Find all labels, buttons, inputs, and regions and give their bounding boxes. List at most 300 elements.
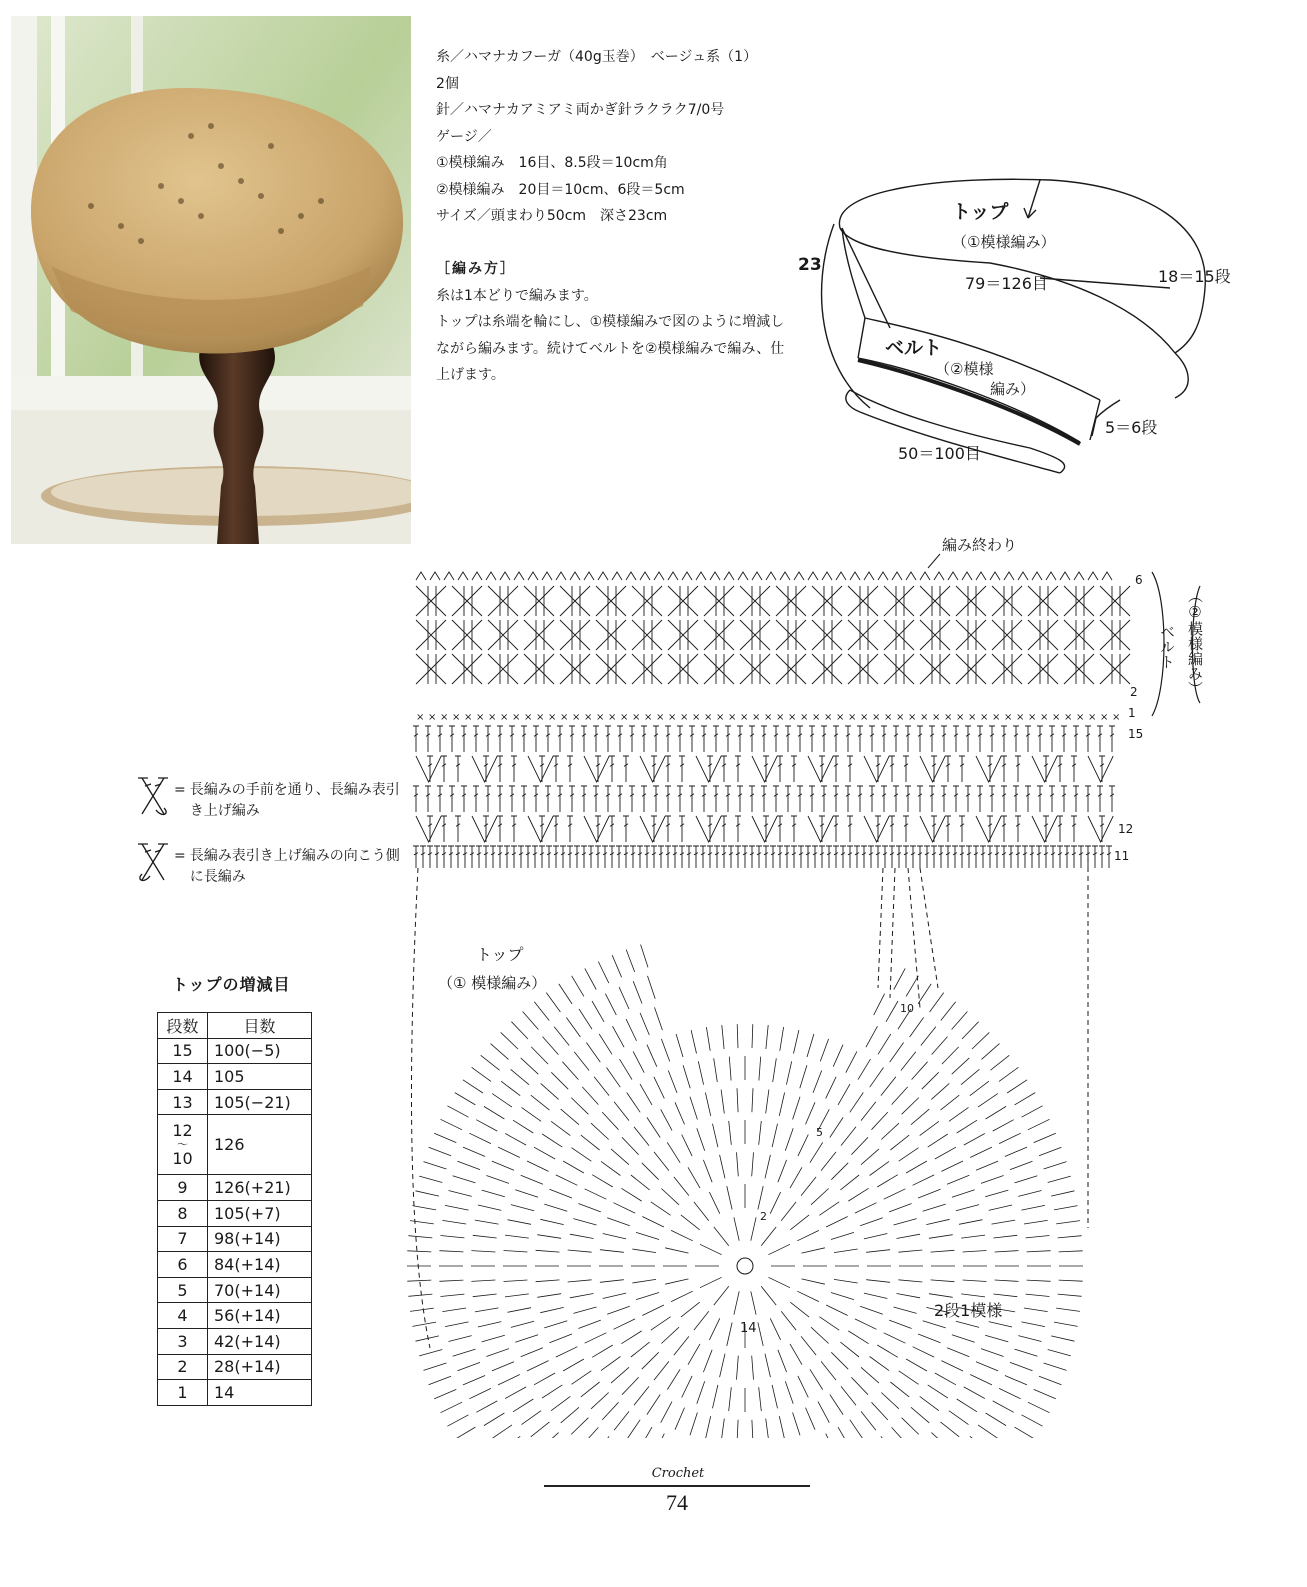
vee-stitch (976, 756, 1001, 782)
round-stitch (768, 1277, 790, 1287)
table-row (158, 1226, 312, 1252)
round-stitch (892, 1087, 908, 1105)
round-stitch (729, 1121, 732, 1145)
dc-stitch (588, 846, 594, 868)
round-stitch (505, 1294, 529, 1297)
dc-stitch (441, 756, 447, 782)
edge-stitch (794, 572, 804, 580)
round-stitch (920, 1121, 939, 1135)
round-stitch (793, 1097, 800, 1120)
dc-stitch (707, 816, 713, 842)
round-stitch (978, 1094, 998, 1108)
round-stitch (751, 1291, 756, 1314)
round-stitch (802, 1248, 825, 1253)
round-stitch (714, 1227, 729, 1246)
dc-stitch (653, 726, 659, 752)
round-stitch (881, 1123, 899, 1139)
edge-stitch (570, 572, 580, 580)
round-stitch (632, 1249, 656, 1253)
cross-stitch (848, 586, 878, 616)
round-stitch (636, 1293, 659, 1300)
round-stitch (861, 1102, 876, 1121)
round-stitch (1048, 1350, 1071, 1356)
edge-stitch (780, 572, 790, 580)
round-stitch (995, 1251, 1019, 1252)
dc-stitch (791, 756, 797, 782)
stitch-count: 42(+14) (208, 1328, 312, 1354)
dc-stitch (701, 726, 707, 752)
round-stitch (585, 1333, 607, 1343)
round-stitch (759, 1121, 762, 1145)
dc-stitch (497, 816, 503, 842)
round-stitch (959, 1220, 983, 1225)
dc-stitch (728, 846, 734, 868)
stitch-count: 98(+14) (208, 1226, 312, 1252)
round-stitch (641, 945, 648, 968)
dc-stitch (441, 816, 447, 842)
dc-stitch (977, 726, 983, 752)
round-stitch (881, 1077, 896, 1096)
round-stitch (790, 1344, 802, 1365)
round-stitch (720, 1354, 725, 1377)
round-stitch (620, 1059, 633, 1080)
round-stitch (491, 1044, 509, 1060)
round-stitch (424, 1363, 447, 1370)
dc-stitch (569, 726, 575, 752)
vee-stitch (752, 756, 777, 782)
round-stitch (911, 1109, 929, 1125)
round-stitch (572, 1371, 592, 1385)
round-stitch (447, 1106, 468, 1117)
round-stitch (572, 1148, 592, 1162)
vee-stitch (640, 756, 665, 782)
cross-stitch (596, 586, 626, 616)
dc-stitch (665, 816, 671, 842)
round-stitch (734, 1217, 739, 1240)
dc-stitch (1049, 786, 1055, 812)
dc-stitch (893, 786, 899, 812)
round-stitch (877, 1345, 898, 1357)
dc-stitch (701, 786, 707, 812)
round-stitch (831, 1163, 848, 1180)
round-stitch (492, 1362, 514, 1371)
dc-stitch (539, 756, 545, 782)
gauge-label: ゲージ／ (436, 128, 492, 145)
edge-stitch (444, 572, 454, 580)
dc-stitch (833, 756, 839, 782)
cross-stitch (812, 586, 842, 616)
round-stitch (884, 1189, 906, 1199)
edge-stitch (654, 572, 664, 580)
dc-stitch (609, 816, 615, 842)
dc-stitch (977, 786, 983, 812)
dc-stitch (1106, 846, 1112, 868)
round-stitch (928, 1385, 948, 1398)
round-stitch (449, 1191, 472, 1197)
round-stitch (566, 1018, 580, 1038)
dc-stitch (455, 816, 461, 842)
round-stitch (729, 1387, 732, 1411)
stitch-count: 126(+21) (208, 1175, 312, 1201)
round-stitch (841, 1127, 856, 1146)
dc-stitch (797, 726, 803, 752)
dc-stitch (959, 846, 965, 868)
round-stitch (631, 1342, 650, 1357)
edge-stitch (934, 572, 944, 580)
round-stitch (563, 1359, 584, 1371)
dc-stitch (473, 726, 479, 752)
dc-stitch (1099, 756, 1105, 782)
round-stitch (636, 1232, 659, 1239)
round-stitch (890, 1382, 909, 1397)
round-stitch (582, 1427, 598, 1438)
dc-stitch (425, 726, 431, 752)
round-stitch (766, 1419, 769, 1438)
round-stitch (429, 1376, 451, 1385)
edge-stitch (724, 572, 734, 580)
round-stitch (453, 1176, 476, 1183)
round-stitch (727, 1323, 732, 1346)
round-stitch (542, 1385, 562, 1398)
dc-stitch (893, 726, 899, 752)
dc-stitch (1073, 726, 1079, 752)
round-stitch (886, 1001, 898, 1022)
round-stitch (592, 1175, 613, 1187)
round-stitch (601, 1161, 620, 1175)
round-stitch (759, 1057, 761, 1081)
round-stitch (476, 1120, 497, 1131)
stitch-count: 84(+14) (208, 1252, 312, 1278)
dc-stitch (1037, 726, 1043, 752)
round-stitch (999, 1067, 1018, 1081)
dc-stitch (1013, 726, 1019, 752)
dc-stitch (929, 786, 935, 812)
dc-stitch (557, 786, 563, 812)
cross-stitch (704, 620, 734, 650)
cross-stitch (524, 620, 554, 650)
cross-stitch (1028, 620, 1058, 650)
round-stitch (581, 1382, 600, 1397)
cross-stitch (668, 620, 698, 650)
dc-stitch (777, 816, 783, 842)
round-stitch (923, 1204, 946, 1211)
round-stitch (855, 1319, 877, 1329)
round-stitch (860, 1218, 883, 1226)
round-stitch (999, 1133, 1021, 1143)
dc-stitch (511, 846, 517, 868)
round-stitch (551, 1396, 570, 1410)
dc-stitch (427, 846, 433, 868)
legend-item-2 (134, 840, 404, 888)
stitch-count: 100(−5) (208, 1038, 312, 1064)
round-stitch (772, 1385, 777, 1408)
round-stitch (970, 1436, 989, 1438)
round-stitch (899, 1148, 919, 1162)
dc-stitch (511, 816, 517, 842)
stitch-count: 105(+7) (208, 1200, 312, 1226)
dc-stitch (497, 846, 503, 868)
dc-stitch (847, 846, 853, 868)
round-stitch (665, 1279, 688, 1284)
round-stitch (752, 1024, 753, 1048)
legend-eq-1: = (174, 782, 186, 798)
round-stitch (931, 1433, 949, 1438)
dc-stitch (553, 846, 559, 868)
round-stitch (931, 1083, 949, 1099)
dc-stitch (665, 756, 671, 782)
range-bottom: 10 (172, 1148, 193, 1168)
legend-eq-2: = (174, 848, 186, 864)
round-stitch (918, 1189, 940, 1198)
dc-stitch (798, 846, 804, 868)
round-stitch (492, 1425, 512, 1438)
dc-stitch (945, 816, 951, 842)
round-stitch (449, 1336, 472, 1342)
sc-stitch: × (596, 712, 605, 723)
round-stitch (952, 1012, 968, 1030)
round-stitch (874, 994, 885, 1015)
round-stitch (1039, 1376, 1061, 1385)
dc-stitch (791, 846, 797, 868)
dc-stitch (903, 846, 909, 868)
dc-stitch (1043, 816, 1049, 842)
round-stitch (810, 1369, 823, 1389)
cross-stitch (956, 620, 986, 650)
round-stitch (407, 1251, 431, 1252)
round-stitch (551, 1121, 570, 1135)
round-stitch (591, 1393, 609, 1409)
sc-stitch: × (980, 712, 989, 723)
round-stitch (830, 1395, 843, 1415)
dc-stitch (749, 726, 755, 752)
round-stitch (508, 1308, 532, 1313)
edge-stitch (640, 572, 650, 580)
row-label-15: 15 (1128, 727, 1144, 741)
round-stitch (410, 1221, 434, 1224)
round-stitch (932, 1037, 948, 1055)
dc-stitch (965, 726, 971, 752)
round-stitch (889, 1320, 911, 1328)
dc-stitch (567, 816, 573, 842)
dc-stitch (623, 846, 629, 868)
dc-stitch (617, 726, 623, 752)
knitting-method (436, 256, 786, 389)
dc-stitch (1001, 816, 1007, 842)
chart-belt-label: ベルト (1158, 624, 1176, 669)
sc-stitch: × (512, 712, 521, 723)
round-stitch (858, 1059, 871, 1080)
round-stitch (412, 1206, 436, 1210)
dc-stitch (714, 846, 720, 868)
edge-stitch (598, 572, 608, 580)
round-stitch (759, 1387, 762, 1411)
dc-stitch (941, 726, 947, 752)
cross-stitch (776, 586, 806, 616)
dc-stitch (875, 846, 881, 868)
sc-stitch: × (536, 712, 545, 723)
sc-stitch: × (644, 712, 653, 723)
increase-table (157, 1012, 312, 1406)
sc-stitch: × (860, 712, 869, 723)
edge-stitch (556, 572, 566, 580)
dc-stitch (931, 816, 937, 842)
round-label-5: 5 (816, 1126, 823, 1139)
round-stitch (540, 1307, 563, 1312)
stitch-count: 14 (208, 1380, 312, 1406)
method-line-1: 糸は1本どりで編みます。 (436, 287, 598, 304)
round-stitch (640, 1084, 652, 1105)
round-stitch (504, 1280, 528, 1282)
table-row (158, 1115, 312, 1175)
dc-stitch (749, 786, 755, 812)
footer-divider (544, 1485, 810, 1487)
round-stitch (703, 1160, 712, 1182)
dc-stitch (677, 726, 683, 752)
dc-stitch (756, 846, 762, 868)
round-stitch (694, 1311, 709, 1330)
dc-stitch (1085, 786, 1091, 812)
dc-stitch (917, 846, 923, 868)
round-stitch (846, 1051, 857, 1072)
round-stitch (1054, 1206, 1078, 1210)
cross-stitch (452, 654, 482, 684)
dc-stitch (665, 726, 671, 752)
round-stitch (778, 1350, 787, 1372)
round-stitch (834, 1249, 858, 1253)
cross-stitch (416, 654, 446, 684)
round-stitch (522, 1107, 542, 1121)
dc-stitch (641, 786, 647, 812)
round-stitch (851, 1377, 868, 1394)
edge-stitch (416, 572, 426, 580)
dc-stitch (533, 786, 539, 812)
dc-stitch (945, 846, 951, 868)
schematic-top-pattern: （①模様編み） (952, 233, 1056, 251)
round-stitch (531, 1422, 550, 1437)
round-stitch (899, 1371, 919, 1385)
dc-stitch (602, 846, 608, 868)
round-stitch (441, 1119, 463, 1130)
round-stitch (537, 1294, 561, 1298)
round-stitch (654, 1434, 664, 1438)
round-stitch (455, 1093, 476, 1105)
edge-stitch (584, 572, 594, 580)
dc-stitch (1064, 846, 1070, 868)
cross-stitch (452, 586, 482, 616)
round-stitch (981, 1349, 1004, 1357)
dc-stitch (973, 846, 979, 868)
round-stitch (521, 1058, 539, 1074)
dc-stitch (1085, 846, 1091, 868)
dc-stitch (773, 726, 779, 752)
table-row (158, 1380, 312, 1406)
table-row (158, 1038, 312, 1064)
dc-stitch (521, 786, 527, 812)
sc-stitch: × (416, 712, 425, 723)
round-stitch (419, 1176, 442, 1182)
dc-stitch (1036, 846, 1042, 868)
round-stitch (599, 1034, 612, 1054)
dc-stitch (840, 846, 846, 868)
cross-stitch (596, 654, 626, 684)
dc-stitch (567, 846, 573, 868)
dc-stitch (533, 726, 539, 752)
round-stitch (434, 1389, 456, 1398)
round-stitch (521, 1348, 543, 1357)
sc-stitch: × (872, 712, 881, 723)
round-stitch (850, 1093, 864, 1113)
dc-stitch (1022, 846, 1028, 868)
round-stitch (902, 1418, 919, 1435)
round-stitch (851, 1137, 868, 1154)
dc-stitch (497, 756, 503, 782)
round-stitch (982, 1044, 1000, 1060)
round-stitch (573, 1219, 596, 1225)
vee-stitch (584, 756, 609, 782)
dc-stitch (857, 786, 863, 812)
round-stitch (985, 1190, 1008, 1197)
dc-stitch (1043, 756, 1049, 782)
round-stitch (961, 1235, 985, 1238)
dc-stitch (905, 786, 911, 812)
sc-stitch: × (944, 712, 953, 723)
dc-stitch (1043, 846, 1049, 868)
round-stitch (412, 1322, 436, 1326)
round-stitch (571, 1098, 588, 1115)
row-number: 4 (158, 1303, 208, 1329)
cross-stitch (488, 586, 518, 616)
dc-stitch (833, 726, 839, 752)
method-line-2: トップは糸端を輪にし、①模様編みで図のように増減しながら編みます。続けてベルトを②模様編みで編み、仕上げます。 (436, 314, 785, 383)
round-stitch (761, 1286, 776, 1305)
round-stitch (834, 1279, 858, 1283)
dc-stitch (637, 846, 643, 868)
dc-stitch (713, 786, 719, 812)
dc-stitch (889, 846, 895, 868)
dc-stitch (965, 786, 971, 812)
table-row (158, 1277, 312, 1303)
round-stitch (898, 1250, 922, 1252)
round-stitch (486, 1176, 509, 1184)
round-stitch (605, 994, 616, 1015)
dc-stitch (485, 726, 491, 752)
round-stitch (675, 1408, 685, 1430)
dc-stitch (469, 846, 475, 868)
round-stitch (642, 1352, 659, 1369)
dc-stitch (476, 846, 482, 868)
cross-stitch (560, 620, 590, 650)
dc-stitch (959, 816, 965, 842)
round-stitch (1005, 1147, 1027, 1156)
dc-stitch (449, 726, 455, 752)
round-stitch (546, 993, 560, 1012)
cross-stitch (812, 620, 842, 650)
dc-stitch (819, 846, 825, 868)
round-stitch (714, 1058, 718, 1082)
round-stitch (586, 1043, 600, 1063)
dc-stitch (509, 726, 515, 752)
dc-stitch (833, 846, 839, 868)
round-stitch (913, 1347, 935, 1357)
vee-stitch (920, 816, 945, 842)
round-stitch (992, 1220, 1016, 1224)
dc-stitch (1049, 726, 1055, 752)
dc-stitch (1057, 756, 1063, 782)
sc-stitch: × (728, 712, 737, 723)
round-stitch (964, 1134, 985, 1146)
method-heading: ［編み方］ (436, 261, 516, 277)
round-stitch (627, 1420, 641, 1438)
